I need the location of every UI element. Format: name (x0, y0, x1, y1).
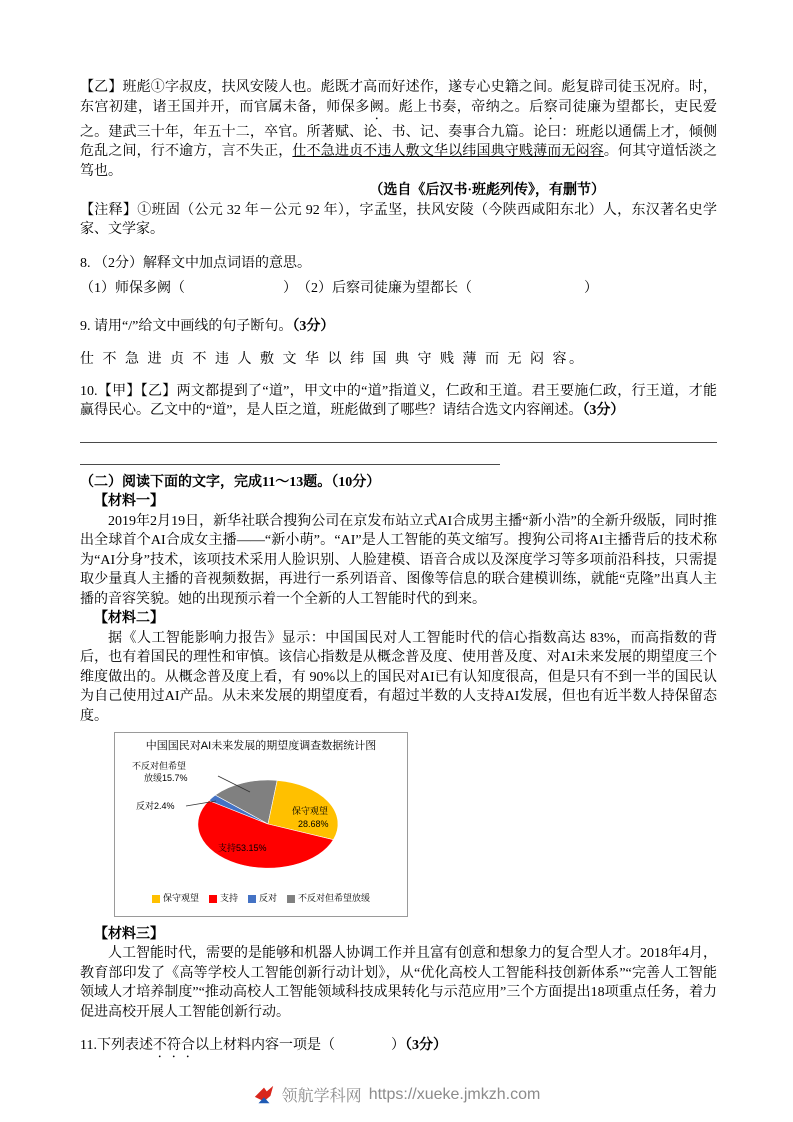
section-2-heading: （二）阅读下面的文字，完成11～13题。（10分） (80, 474, 381, 490)
legend-label: 反对 (259, 893, 278, 903)
question-8-blanks: （1）师保多阙（ ） （2）后察司徒廉为望都长（ ） (80, 281, 598, 296)
question-11-score: （3分） (404, 1038, 447, 1053)
site-name: 领航学科网 (281, 1088, 362, 1105)
question-11-post: 以上材料内容一项是（ ） (194, 1038, 405, 1053)
material-2-label: 【材料二】 (94, 611, 164, 626)
material-3-text: 人工智能时代，需要的是能够和机器人协调工作并且富有创意和想象力的复合型人才。2018年4月，教育部印发了《高等学校人工智能创新行动计划》，从“优化高校人工智能科技创新体系”“完善人工智能领域人才培养制度”“推动高校人工智能领域科技成果转化与示范应用”三个方面提出18项重点任务，着力促进高校开展人工智能创新行动。 (80, 946, 717, 1020)
chart-title: 中国国民对AI未来发展的期望度调查数据统计图 (145, 740, 377, 752)
legend-label: 支持 (219, 893, 238, 903)
legend-item (287, 889, 370, 909)
material-1-text: 2019年2月19日，新华社联合搜狗公司在京发布站立式AI合成男主播“新小浩”的全新升级版，同时推出全球首个AI合成女主播——“新小萌”。“AI”是人工智能的英文缩写。搜狗公司将AI主播背后的技术称为“AI分身”技术，该项技术采用人脸识别、人脸建模、语音合成以及深度学习等多项前沿科技，只需提取少量真人主播的音视频数据，再进行一系列语音、图像等信息的联合建模训练，就能“克隆”出真人主播的音容笑貌。她的出现预示着一个全新的人工智能时代的到来。 (80, 513, 717, 607)
survey-pie-chart (114, 732, 408, 917)
passage-yi-text (80, 78, 717, 181)
legend-item (152, 889, 199, 909)
pie-chart-svg (116, 756, 407, 886)
legend-item (209, 889, 238, 909)
legend-swatch (152, 895, 160, 903)
answer-line (80, 421, 717, 443)
passage-part: 司徒廉为望都长，吏民爱之。建武三十年，年五十二，卒官。所著赋、论、书、记、奏事合九篇。论曰：班彪以通儒上才，倾侧危乱之间，行不逾方，言不失正， (80, 99, 718, 159)
passage-part: 。彪上书奏，帝纳之。后 (384, 99, 544, 115)
question-11-stem (80, 1036, 717, 1061)
legend-item (248, 889, 277, 909)
pie-label-gray-1: 不反对但希望 (132, 761, 187, 771)
material-1-label: 【材料一】 (94, 494, 164, 509)
question-9-score: （3分） (292, 318, 335, 334)
passage-part: 【乙】班彪①字叔皮，扶风安陵人也。彪既才高而好述作，遂专心史籍之间。彪复辟司徒玉况府。时，东宫初建，诸王国并开，而官属未备，师保多 (80, 80, 717, 115)
question-9-stem (80, 317, 717, 337)
pie-label-yellow-1: 保守观望 (292, 806, 329, 816)
pie-label-gray-2: 放缓15.7% (144, 773, 188, 783)
question-8-stem: 8. （2分）解释文中加点词语的意思。 (80, 255, 311, 271)
xueke-logo-icon (253, 1084, 275, 1106)
legend-swatch (209, 895, 217, 903)
passage-source: （选自《后汉书·班彪列传》，有删节） (369, 183, 605, 198)
answer-line (80, 443, 500, 465)
emphasized-word-cha: 察 (543, 99, 559, 115)
legend-swatch (287, 895, 295, 903)
watermark-footer (0, 1083, 793, 1106)
question-11-emphasis: 不符合 (152, 1038, 195, 1053)
site-url: https://xueke.jmkzh.com (368, 1085, 541, 1103)
question-10-stem (80, 382, 717, 421)
pie-label-yellow-2: 28.68% (298, 819, 329, 829)
passage-note: 【注释】①班固（公元 32 年－公元 92 年），字孟坚，扶风安陵（今陕西咸阳东北）人，东汉著名史学家、文学家。 (80, 202, 717, 237)
pie-label-blue: 反对2.4% (136, 801, 175, 811)
legend-label: 保守观望 (162, 893, 199, 903)
pie-label-red: 支持53.15% (218, 843, 267, 853)
legend-label: 不反对但希望放缓 (298, 893, 371, 903)
underlined-sentence: 仕不急进贞不违人敷文华以纬国典守贱薄而无闷容 (292, 144, 604, 159)
material-3-label: 【材料三】 (94, 926, 164, 942)
question-11-pre: 11.下列表述 (80, 1038, 153, 1053)
question-9-text: 9. 请用“/”给文中画线的句子断句。 (80, 318, 293, 334)
question-9-sentence: 仕 不 急 进 贞 不 违 人 敷 文 华 以 纬 国 典 守 贱 薄 而 无 闷 容。 (80, 352, 586, 367)
passage-part: 。何其守道恬淡之笃也。 (80, 144, 718, 179)
question-10-score: （3分） (582, 403, 625, 418)
legend-swatch (248, 895, 256, 903)
chart-legend (116, 889, 406, 909)
question-10-text: 10.【甲】【乙】两文都提到了“道”，甲文中的“道”指道义，仁政和王道。君王要施仁政，行王道，才能赢得民心。乙文中的“道”，是人臣之道，班彪做到了哪些？请结合选文内容阐述。 (80, 383, 717, 418)
emphasized-word-que: 阙 (369, 99, 385, 115)
material-2-text: 据《人工智能影响力报告》显示：中国国民对人工智能时代的信心指数高达 83%，而高指数的背后，也有着国民的理性和审慎。该信心指数是从概念普及度、使用普及度、对AI未来发展的期望度三个维度做出的。从概念普及度上看，有 90%以上的国民对AI已有认知度很高，但是只有不到一半的国民认为自己使用过AI产品。从未来发展的期望度看，有超过半数的人支持AI发展，但也有近半数人持保留态度。 (80, 630, 717, 724)
